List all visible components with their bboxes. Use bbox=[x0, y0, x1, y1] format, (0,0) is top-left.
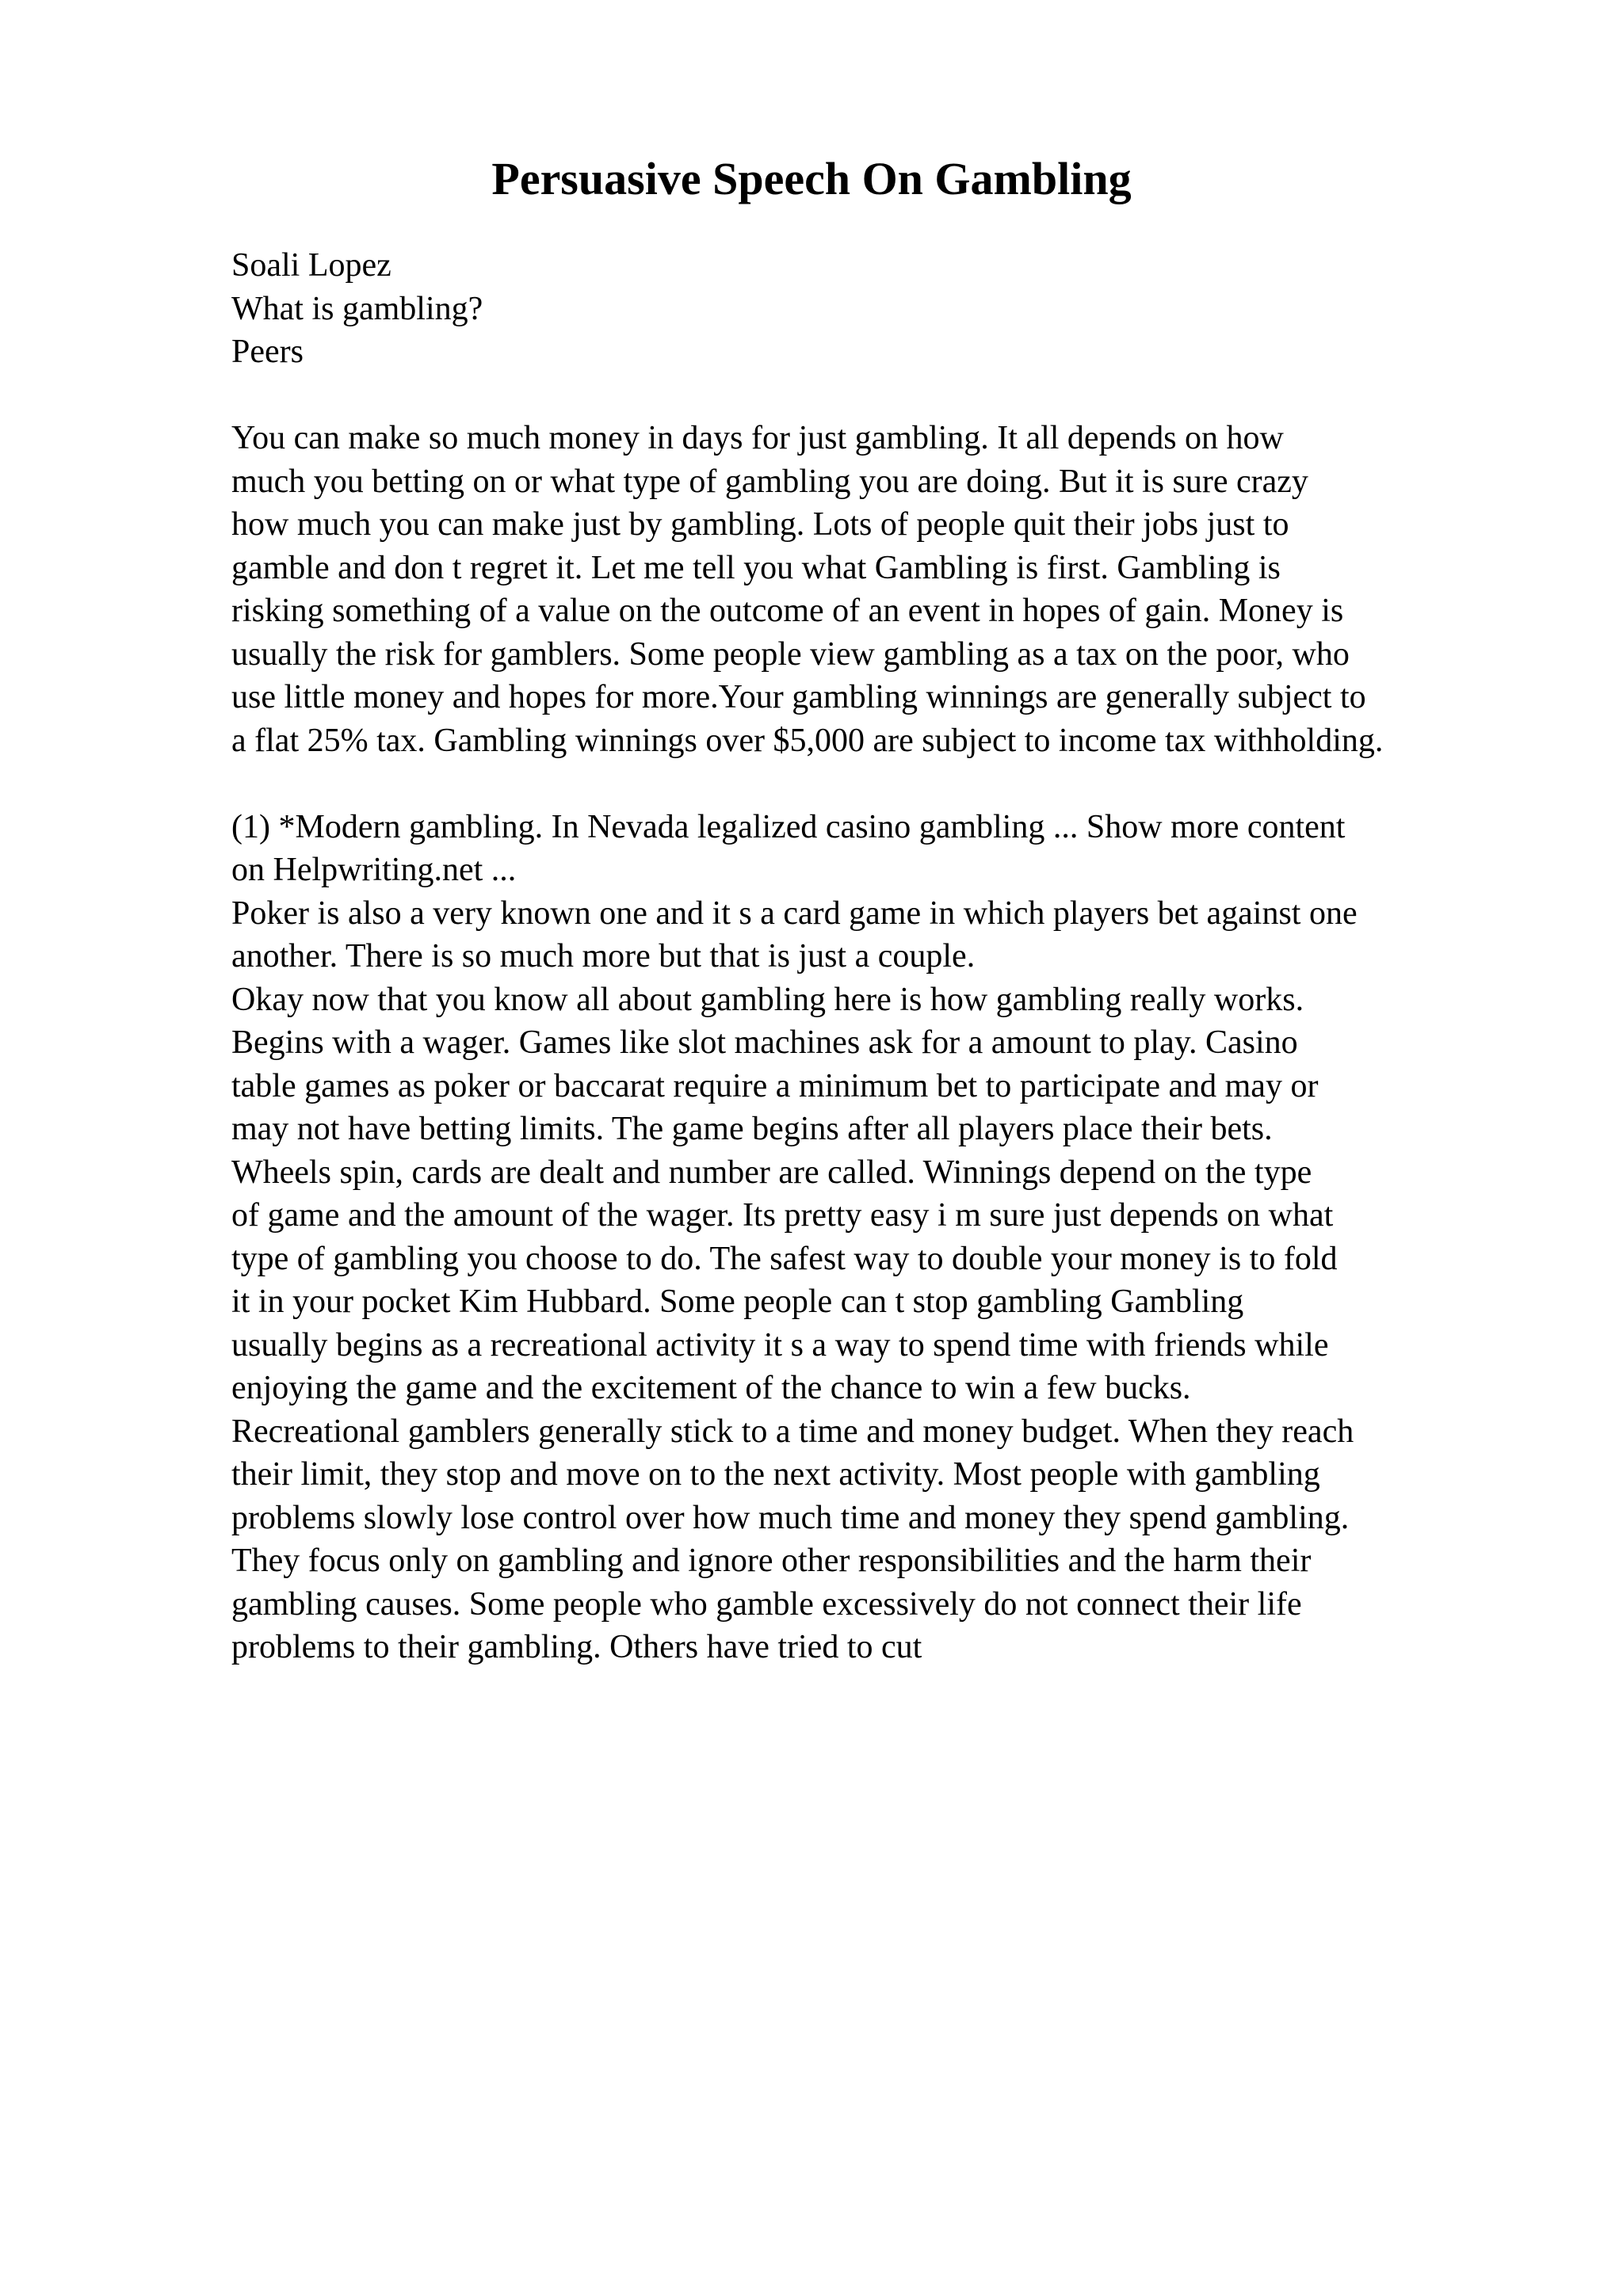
text-line: enjoying the game and the excitement of the chance to win a few bucks. bbox=[231, 1370, 1191, 1406]
text-line: gamble and don t regret it. Let me tell you what Gambling is first. Gambling is bbox=[231, 549, 1281, 586]
paragraph-2 bbox=[231, 806, 1531, 1669]
text-line: Begins with a wager. Games like slot machines ask for a amount to play. Casino bbox=[231, 1024, 1298, 1061]
text-line: usually begins as a recreational activity it s a way to spend time with friends while bbox=[231, 1326, 1329, 1363]
spacer bbox=[231, 374, 1531, 418]
text-line: Poker is also a very known one and it s a card game in which players bet against one bbox=[231, 894, 1358, 932]
text-line: Okay now that you know all about gambling here is how gambling really works. bbox=[231, 981, 1304, 1018]
text-line: type of gambling you choose to do. The safest way to double your money is to fold bbox=[231, 1240, 1338, 1277]
text-line: on Helpwriting.net ... bbox=[231, 852, 517, 888]
header-block bbox=[231, 244, 1531, 374]
text-line: another. There is so much more but that is just a couple. bbox=[231, 938, 976, 974]
text-line: use little money and hopes for more.Your gambling winnings are generally subject to bbox=[231, 679, 1366, 715]
author-line: Soali Lopez bbox=[231, 247, 391, 284]
text-line: They focus only on gambling and ignore other responsibilities and the harm their bbox=[231, 1543, 1312, 1579]
text-line: problems slowly lose control over how much time and money they spend gambling. bbox=[231, 1499, 1350, 1536]
topic-line: What is gambling? bbox=[231, 290, 483, 327]
spacer bbox=[231, 762, 1531, 806]
text-line: how much you can make just by gambling. Lots of people quit their jobs just to bbox=[231, 506, 1289, 543]
paragraph-1 bbox=[231, 417, 1531, 762]
audience-line: Peers bbox=[231, 334, 304, 370]
text-line: their limit, they stop and move on to the next activity. Most people with gambling bbox=[231, 1456, 1320, 1493]
text-line: much you betting on or what type of gambling you are doing. But it is sure crazy bbox=[231, 463, 1308, 500]
text-line: risking something of a value on the outcome of an event in hopes of gain. Money is bbox=[231, 593, 1344, 629]
text-line: of game and the amount of the wager. Its pretty easy i m sure just depends on what bbox=[231, 1197, 1334, 1234]
text-line: usually the risk for gamblers. Some people view gambling as a tax on the poor, who bbox=[231, 635, 1350, 673]
document-body bbox=[231, 244, 1531, 1669]
text-line: Wheels spin, cards are dealt and number are called. Winnings depend on the type bbox=[231, 1154, 1312, 1191]
text-line: (1) *Modern gambling. In Nevada legalized casino gambling ... Show more content bbox=[231, 808, 1346, 845]
text-line: Recreational gamblers generally stick to a time and money budget. When they reach bbox=[231, 1413, 1354, 1450]
text-line: You can make so much money in days for just gambling. It all depends on how bbox=[231, 420, 1284, 456]
text-line: a flat 25% tax. Gambling winnings over $5,000 are subject to income tax withholding. bbox=[231, 722, 1384, 759]
text-line: gambling causes. Some people who gamble excessively do not connect their life bbox=[231, 1585, 1302, 1623]
text-line: problems to their gambling. Others have tried to cut bbox=[231, 1629, 922, 1665]
text-line: table games as poker or baccarat require a minimum bet to participate and may or bbox=[231, 1067, 1319, 1104]
text-line: may not have betting limits. The game begins after all players place their bets. bbox=[231, 1111, 1273, 1147]
text-line: it in your pocket Kim Hubbard. Some people can t stop gambling Gambling bbox=[231, 1283, 1244, 1320]
document-title: Persuasive Speech On Gambling bbox=[491, 153, 1132, 204]
